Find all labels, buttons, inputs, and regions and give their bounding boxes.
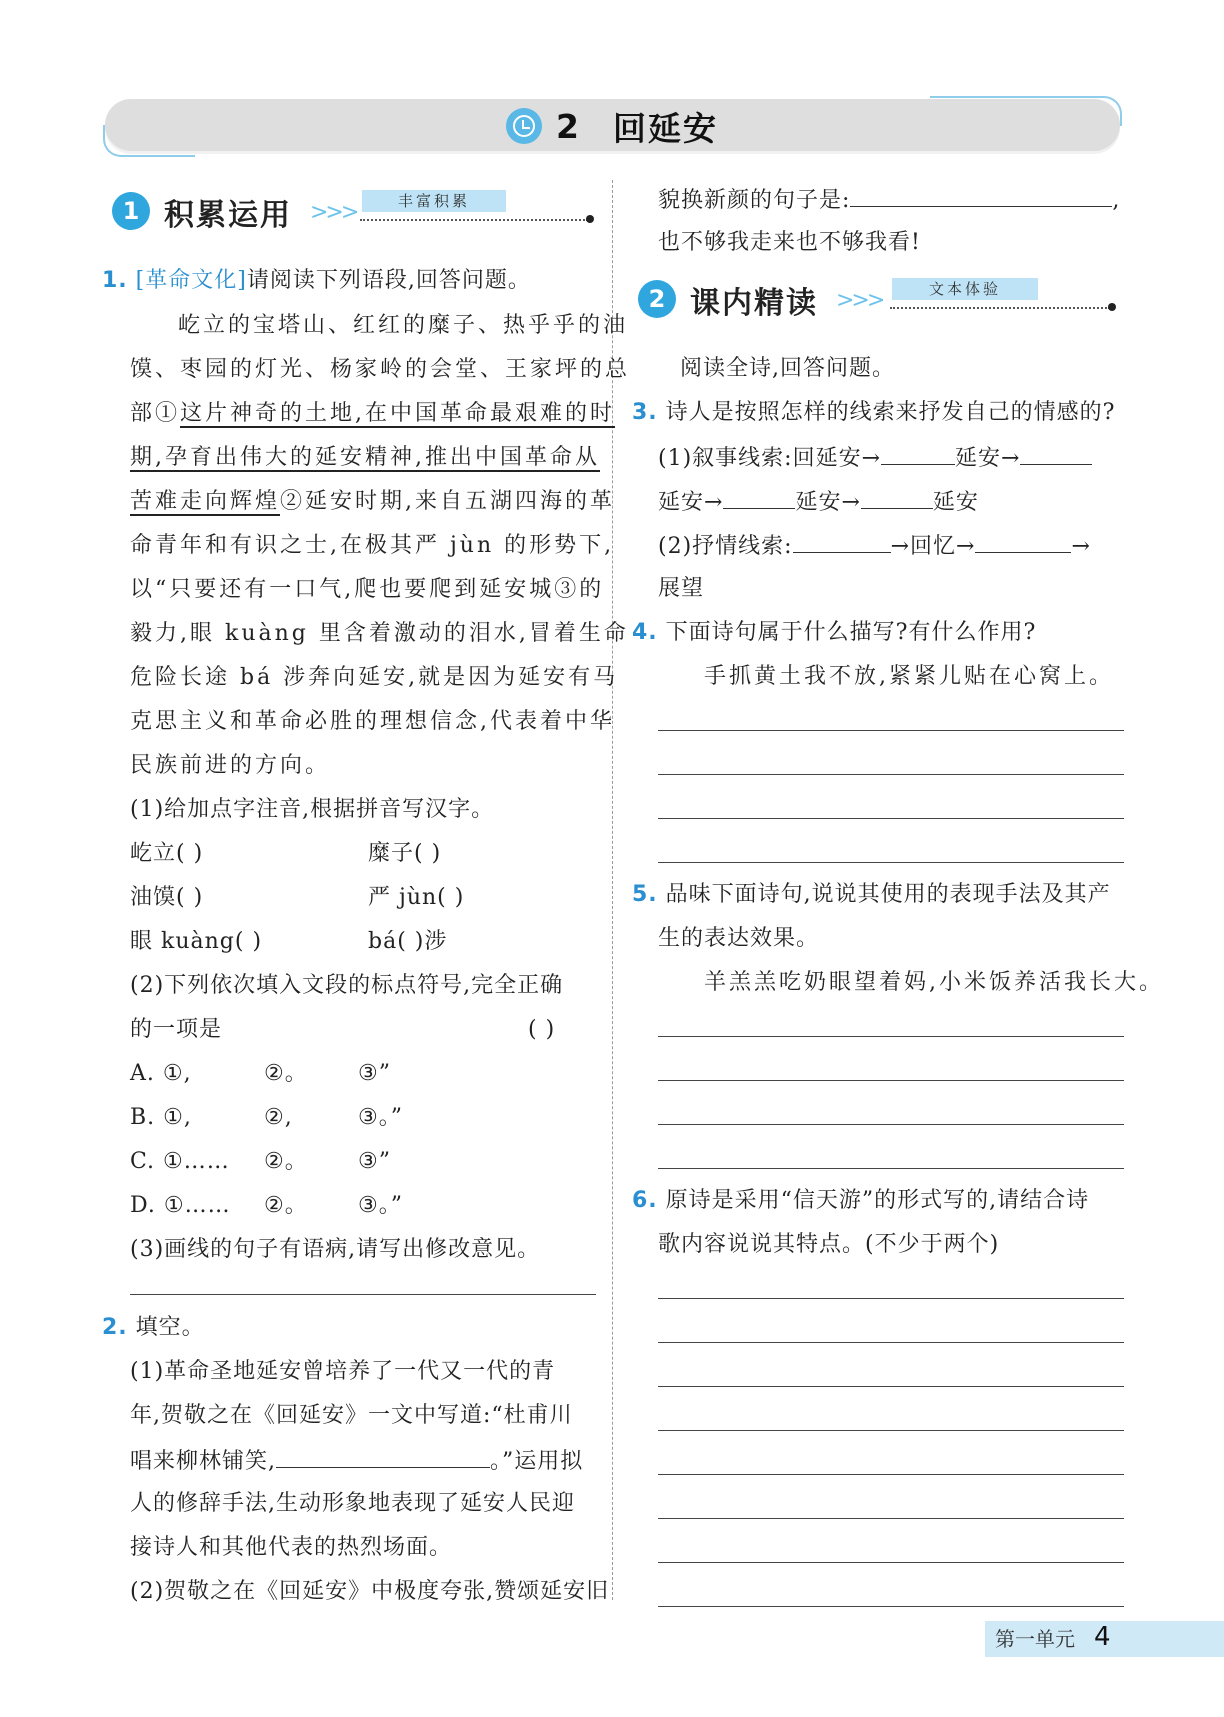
unit-label: 第一单元: [995, 1627, 1075, 1651]
passage-line: 以“只要还有一口气,爬也要爬到延安城③的: [130, 577, 605, 602]
question-number: 5.: [632, 882, 658, 907]
answer-line[interactable]: [658, 1474, 1124, 1475]
fill-blank[interactable]: 眼 kuàng( ): [130, 929, 263, 954]
section-header-close-reading: [638, 278, 1124, 326]
question-5-cont: 生的表达效果。: [658, 926, 820, 951]
question-5: [632, 880, 1111, 910]
sub-question-1: (1)给加点字注音,根据拼音写汉字。: [130, 797, 495, 822]
answer-line[interactable]: [658, 862, 1124, 863]
option-c: ③”: [358, 1149, 391, 1174]
option-b[interactable]: B. ①,: [130, 1105, 192, 1130]
fill-blank-line[interactable]: [276, 1445, 490, 1468]
fill-blank-line[interactable]: [793, 530, 891, 553]
option-c[interactable]: C. ①……: [130, 1149, 230, 1174]
option-a[interactable]: A. ①,: [130, 1061, 192, 1086]
answer-line[interactable]: [658, 774, 1124, 775]
option-a: ③”: [358, 1061, 391, 1086]
fill-blank-line[interactable]: [975, 530, 1071, 553]
arrows-icon: >>>: [310, 200, 357, 225]
option-d: ③。”: [358, 1193, 403, 1218]
question-number: 1.: [102, 268, 128, 293]
question-prompt: 下面诗句属于什么描写?有什么作用?: [665, 620, 1037, 645]
question-prompt: 填空。: [135, 1315, 205, 1340]
answer-line[interactable]: [658, 1386, 1124, 1387]
section-header-accumulation: [112, 190, 592, 238]
answer-line[interactable]: [658, 1298, 1124, 1299]
clock-icon: [506, 108, 542, 144]
answer-line[interactable]: [658, 1080, 1124, 1081]
passage-line: 屹立的宝塔山、红红的糜子、热乎乎的油: [178, 313, 629, 338]
answer-line[interactable]: [658, 1518, 1124, 1519]
question-2: [102, 1313, 205, 1343]
answer-line[interactable]: [130, 1294, 596, 1295]
dot-end: [1108, 303, 1116, 311]
column-divider: [612, 180, 613, 1600]
lesson-number: 2: [556, 106, 581, 146]
question-number: 3.: [632, 400, 658, 425]
lesson-title: [0, 104, 1224, 148]
fill-blank[interactable]: 屹立( ): [130, 841, 204, 866]
passage-line: 毅力,眼 kuàng 里含着激动的泪水,冒着生命: [130, 621, 629, 646]
answer-line[interactable]: [658, 818, 1124, 819]
question-2-line: 人的修辞手法,生动形象地表现了延安人民迎: [130, 1491, 575, 1516]
question-3: [632, 398, 1115, 428]
question-2-line: 唱来柳林铺笑, 。”运用拟: [130, 1445, 583, 1477]
question-2-line: 接诗人和其他代表的热烈场面。: [130, 1535, 453, 1560]
dotted-line: [890, 307, 1110, 309]
sub-question-2: (2)下列依次填入文段的标点符号,完全正确: [130, 973, 564, 998]
passage-line: 苦难走向辉煌②延安时期,来自五湖四海的革: [130, 489, 616, 514]
underlined-sentence: 苦难走向辉煌: [130, 489, 281, 514]
arrows-icon: >>>: [836, 288, 883, 313]
question-number: 4.: [632, 620, 658, 645]
fill-blank[interactable]: bá( )涉: [368, 929, 448, 954]
dot-end: [586, 215, 594, 223]
option-a: ②。: [264, 1061, 308, 1086]
section-title: 积累运用: [164, 198, 292, 233]
option-d: ②。: [264, 1193, 308, 1218]
poem-quote: 羊羔羔吃奶眼望着妈,小米饭养活我长大。: [704, 970, 1164, 995]
question-prompt: 请阅读下列语段,回答问题。: [246, 268, 531, 293]
passage-line: 部①这片神奇的土地,在中国革命最艰难的时: [130, 401, 616, 426]
answer-line[interactable]: [658, 1342, 1124, 1343]
answer-paren[interactable]: ( ): [528, 1017, 556, 1042]
question-number: 2.: [102, 1315, 128, 1340]
question-2-cont: 也不够我走来也不够我看!: [658, 230, 921, 255]
narrative-clue: (1)叙事线索:回延安→ 延安→: [658, 442, 1092, 474]
fill-blank[interactable]: 严 jùn( ): [368, 885, 465, 910]
narrative-clue-cont: 延安→ 延安→ 延安: [658, 486, 979, 518]
question-tag: [革命文化]: [135, 268, 247, 293]
passage-line: 民族前进的方向。: [130, 753, 331, 778]
passage-line: 危险长途 bá 涉奔向延安,就是因为延安有马: [130, 665, 619, 690]
option-c: ②。: [264, 1149, 308, 1174]
option-d[interactable]: D. ①……: [130, 1193, 231, 1218]
sub-question-3: (3)画线的句子有语病,请写出修改意见。: [130, 1237, 541, 1262]
underlined-sentence: 这片神奇的土地,在中国革命最艰难的时: [180, 401, 616, 426]
question-prompt: 诗人是按照怎样的线索来抒发自己的情感的?: [665, 400, 1116, 425]
passage-line: 馍、枣园的灯光、杨家岭的会堂、王家坪的总: [130, 357, 631, 382]
fill-blank-line[interactable]: [723, 486, 795, 509]
fill-blank-line[interactable]: [1020, 442, 1092, 465]
section-badge: 1: [112, 192, 150, 230]
option-b: ②,: [264, 1105, 293, 1130]
emotional-clue: (2)抒情线索: →回忆→ →: [658, 530, 1091, 562]
answer-line[interactable]: [658, 1036, 1124, 1037]
question-number: 6.: [632, 1188, 658, 1213]
poem-quote: 手抓黄土我不放,紧紧儿贴在心窝上。: [704, 664, 1114, 689]
emotional-clue-end: 展望: [658, 576, 705, 601]
passage-line: 克思主义和革命必胜的理想信念,代表着中华: [130, 709, 615, 734]
question-2-line: (1)革命圣地延安曾培养了一代又一代的青: [130, 1359, 556, 1384]
answer-line[interactable]: [658, 1606, 1124, 1607]
sub-question-2-cont: 的一项是: [130, 1017, 223, 1042]
question-6-cont: 歌内容说说其特点。(不少于两个): [658, 1232, 1000, 1257]
fill-blank[interactable]: 油馍( ): [130, 885, 204, 910]
answer-line[interactable]: [658, 1168, 1124, 1169]
question-2-line: 年,贺敬之在《回延安》一文中写道:“杜甫川: [130, 1403, 573, 1428]
passage-line: 命青年和有识之士,在极其严 jùn 的形势下,: [130, 533, 615, 558]
question-4: [632, 618, 1036, 648]
question-1: [102, 266, 531, 296]
question-prompt: 品味下面诗句,说说其使用的表现手法及其产: [665, 882, 1111, 907]
question-6: [632, 1186, 1089, 1216]
underlined-sentence: 期,孕育出伟大的延安精神,推出中国革命从: [130, 445, 600, 470]
fill-blank-line[interactable]: [861, 486, 933, 509]
fill-blank[interactable]: 糜子( ): [368, 841, 442, 866]
reading-instruction: 阅读全诗,回答问题。: [680, 356, 895, 381]
page-number: 4: [1094, 1622, 1111, 1652]
section-tag: 文本体验: [892, 278, 1038, 300]
dotted-line: [360, 219, 588, 221]
answer-line[interactable]: [658, 1124, 1124, 1125]
fill-blank-line[interactable]: [881, 442, 955, 465]
lesson-title-text: 回延安: [612, 108, 718, 148]
question-2-cont: 貌换新颜的句子是: ,: [658, 184, 1120, 216]
answer-line[interactable]: [658, 1562, 1124, 1563]
answer-line[interactable]: [658, 1430, 1124, 1431]
question-2-line: (2)贺敬之在《回延安》中极度夸张,赞颂延安旧: [130, 1579, 610, 1604]
fill-blank-line[interactable]: [850, 184, 1112, 207]
section-tag: 丰富积累: [362, 190, 506, 212]
question-prompt: 原诗是采用“信天游”的形式写的,请结合诗: [665, 1188, 1090, 1213]
section-badge: 2: [638, 280, 676, 318]
answer-line[interactable]: [658, 730, 1124, 731]
section-title: 课内精读: [690, 286, 818, 321]
option-b: ③。”: [358, 1105, 403, 1130]
